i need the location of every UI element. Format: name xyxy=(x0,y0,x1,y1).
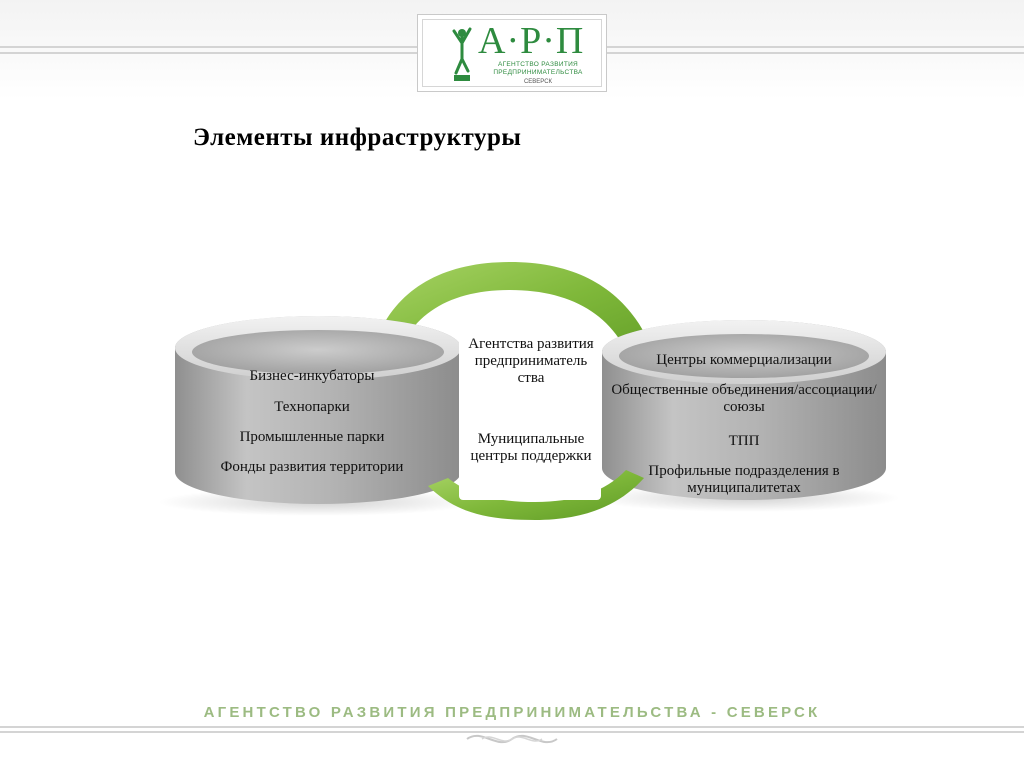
logo-city: СЕВЕРСК xyxy=(523,79,553,85)
left-item-technoparks: Технопарки xyxy=(274,399,350,415)
right-item-municipal-units: Профильные подразделения в муниципалитетах xyxy=(648,463,840,496)
footer-ornament-icon xyxy=(462,728,562,750)
logo-name: А·Р·П xyxy=(478,20,585,62)
left-item-development-funds: Фонды развития территории xyxy=(220,459,404,475)
right-item-chamber-of-commerce: ТПП xyxy=(728,433,760,449)
left-item-industrial-parks: Промышленные парки xyxy=(239,429,385,445)
logo-subtitle-line1: АГЕНТСТВО РАЗВИТИЯ xyxy=(497,61,579,68)
right-item-public-associations: Общественные объединения/ассоциации/союзы xyxy=(611,382,877,415)
center-item-municipal-centers: Муниципальные центры поддержки xyxy=(470,431,592,464)
right-item-commercialization-centers: Центры коммерциализации xyxy=(656,352,832,368)
footer-text: АГЕНТСТВО РАЗВИТИЯ ПРЕДПРИНИМАТЕЛЬСТВА - СЕВЕРСК xyxy=(203,704,821,721)
logo-subtitle-line2: ПРЕДПРИНИМАТЕЛЬСТВА xyxy=(493,69,583,76)
page-title: Элементы инфраструктуры xyxy=(193,124,522,151)
center-item-agencies: Агентства развития предприниматель ства xyxy=(468,336,594,386)
left-item-business-incubators: Бизнес-инкубаторы xyxy=(249,368,375,384)
